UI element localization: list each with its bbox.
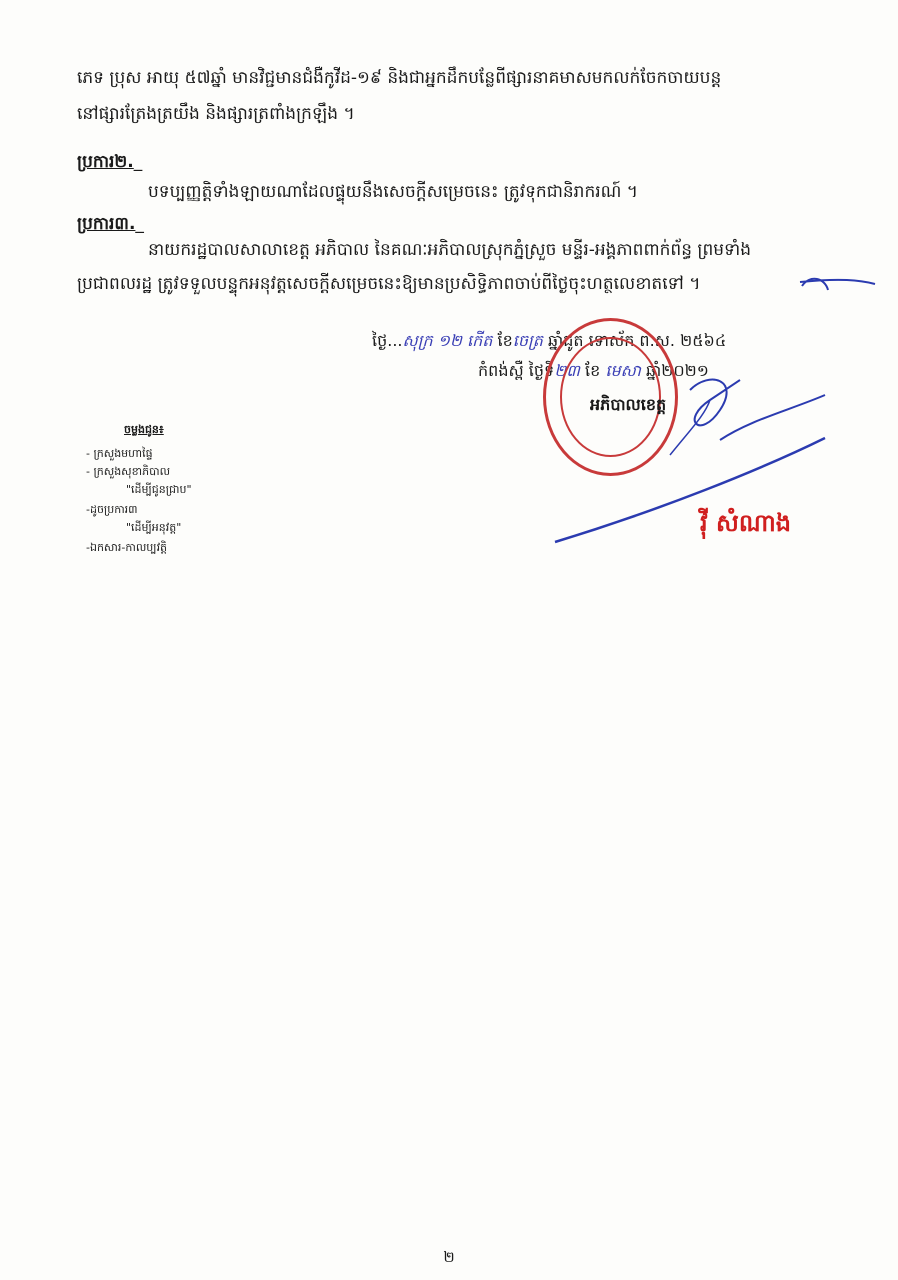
article-2-text: បទប្បញ្ញត្តិទាំងឡាយណាដែលផ្ទុយនឹងសេចក្តីសម្រេចនេះ ត្រូវទុកជានិរាករណ៍ ។ bbox=[148, 182, 639, 202]
signer-name: វ៉ី សំណាង bbox=[700, 509, 791, 537]
cc-item-1: - ក្រសួងមហាផ្ទៃ bbox=[86, 447, 153, 460]
article-3-heading: ប្រការ៣._ bbox=[77, 214, 144, 234]
solar-day-handwritten: ២៣ bbox=[554, 361, 580, 380]
cc-item-4: -ដូចប្រការ៣ bbox=[86, 503, 138, 516]
lunar-month-handwritten: ចេត្រ bbox=[512, 331, 543, 350]
article-2-label: ប្រការ២. bbox=[77, 152, 134, 172]
article-3-label: ប្រការ៣. bbox=[77, 214, 136, 234]
solar-date-line: កំពង់ស្ពឺ ថ្ងៃទី២៣ ខែ មេសា ឆ្នាំ២០២១ bbox=[478, 361, 709, 380]
solar-month-handwritten: មេសា bbox=[605, 361, 641, 380]
cc-title: ចម្លងជូន៖ bbox=[124, 423, 164, 436]
article-2-heading: ប្រការ២._ bbox=[77, 152, 143, 172]
article-3-line-1: នាយករដ្ឋបាលសាលាខេត្ត អភិបាល នៃគណៈអភិបាលស្រុកភ្នំស្រួច មន្ទីរ-អង្គភាពពាក់ព័ន្ធ ព្រមទាំង bbox=[148, 240, 752, 260]
body-line-2: នៅផ្សារត្រែងត្រយឹង និងផ្សារត្រពាំងក្រឡឹង ។ bbox=[77, 104, 355, 124]
article-3-line-2: ប្រជាពលរដ្ឋ ត្រូវទទួលបន្ទុកអនុវត្តសេចក្តីសម្រេចនេះឱ្យមានប្រសិទ្ធិភាពចាប់ពីថ្ងៃចុះហត្ថលេខាតទៅ ។ bbox=[77, 274, 701, 294]
signer-title: អភិបាលខេត្ត bbox=[590, 395, 667, 414]
lunar-date-line: ថ្ងៃ...សុក្រ ១២ កើត ខែចេត្រ ឆ្នាំជូត ទោស័ក ព.ស. ២៥៦៤ bbox=[372, 331, 727, 350]
cc-item-5: "ដើម្បីអនុវត្ត" bbox=[126, 521, 182, 534]
page-number: ២ bbox=[443, 1248, 455, 1266]
cc-item-6: -ឯកសារ-កាលប្បវត្តិ bbox=[86, 541, 168, 554]
cc-item-3: "ដើម្បីជូនជ្រាប" bbox=[126, 483, 192, 496]
cc-item-2: - ក្រសួងសុខាភិបាល bbox=[86, 465, 171, 478]
lunar-day-handwritten: សុក្រ ១២ កើត bbox=[402, 331, 493, 350]
body-line-1: ភេទ ប្រុស អាយុ ៥៧ឆ្នាំ មានវិជ្ជមានជំងឺកូវីដ-១៩ និងជាអ្នកដឹកបន្លែពីផ្សារនាគមាសមកលក់ចែកចាយបន្ត bbox=[77, 68, 722, 88]
